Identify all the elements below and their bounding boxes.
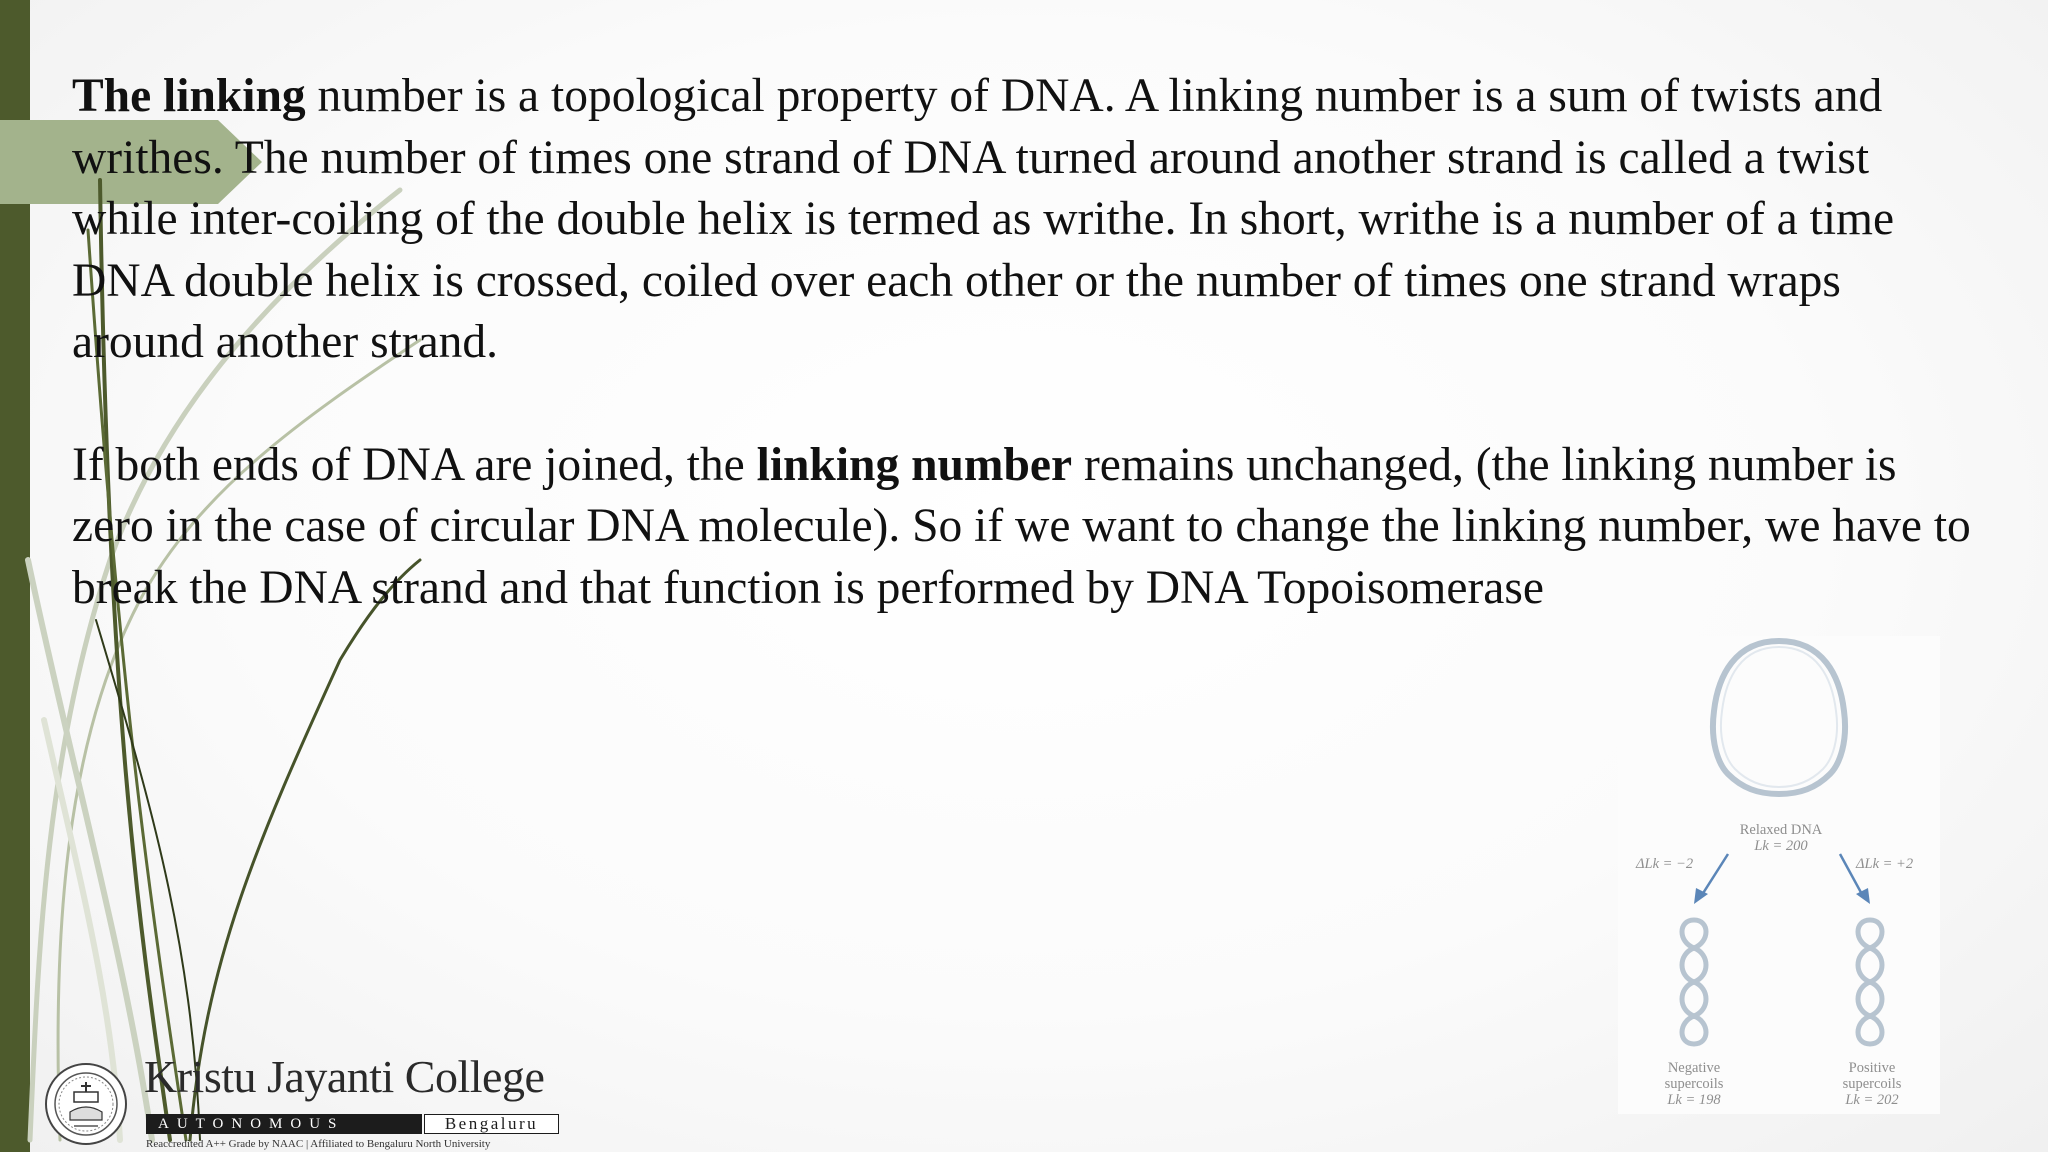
left-delta-lk: ΔLk = −2 <box>1636 856 1694 872</box>
paragraph-2-text-start: If both ends of DNA are joined, the <box>72 438 757 491</box>
accreditation-line: Reaccredited A++ Grade by NAAC | Affiliated to Bengaluru North University <box>146 1138 491 1150</box>
autonomous-banner: AUTONOMOUS <box>146 1114 422 1134</box>
positive-supercoil <box>1858 920 1882 1044</box>
paragraph-1-text: number is a topological property of DNA. A linking number is a sum of twists and writhes. The number of times one strand of DNA turned around another strand is called a twist while inter-coiling of the double helix is termed as writhe. In short, writhe is a number of a time DNA double helix is crossed, coiled over each other or the number of times one strand wraps around another strand. <box>72 70 1895 368</box>
right-delta-lk: ΔLk = +2 <box>1856 856 1914 872</box>
relaxed-dna-label: Relaxed DNA <box>1739 822 1823 838</box>
supercoiling-diagram <box>1618 636 1940 1114</box>
bold-linking-number: linking number <box>756 438 1073 491</box>
paragraph-linking-number-definition <box>72 66 1972 374</box>
city-label: Bengaluru <box>424 1114 559 1134</box>
slide-body-text <box>72 66 1972 619</box>
paragraph-2-text-end: remains unchanged, (the linking number is zero in the case of circular DNA molecule). So if we want to change the linking number, we have to break the DNA strand and that function is performed by DNA Topoisomerase <box>72 438 1971 614</box>
bold-lead-phrase: The linking <box>72 70 306 122</box>
relaxed-dna-loop <box>1713 641 1845 794</box>
left-arrow <box>1694 854 1728 904</box>
college-logo <box>44 1051 564 1152</box>
college-seal-icon <box>44 1062 128 1146</box>
negative-supercoil <box>1682 920 1706 1044</box>
relaxed-dna-lk: Lk = 200 <box>1754 838 1808 854</box>
college-name: Kristu Jayanti College <box>144 1051 545 1102</box>
positive-supercoils-label-1: Positive <box>1848 1060 1896 1076</box>
negative-supercoils-label-1: Negative <box>1667 1060 1721 1076</box>
negative-supercoils-lk: Lk = 198 <box>1667 1092 1721 1108</box>
negative-supercoils-label-2: supercoils <box>1664 1076 1724 1092</box>
paragraph-topoisomerase <box>72 435 1972 620</box>
positive-supercoils-lk: Lk = 202 <box>1845 1092 1899 1108</box>
positive-supercoils-label-2: supercoils <box>1842 1076 1902 1092</box>
